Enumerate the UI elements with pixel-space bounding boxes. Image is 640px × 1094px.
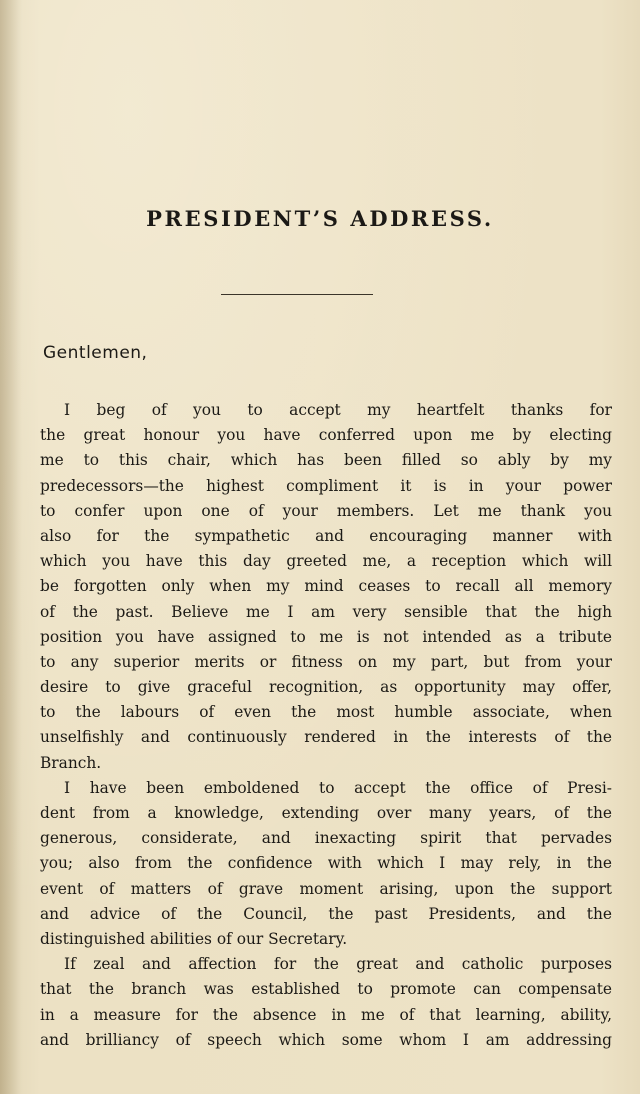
text-line: be forgotten only when my mind ceases to recall all memory [40,577,612,596]
text-line: to any superior merits or fitness on my part, but from your [40,652,612,671]
salutation: Gentlemen, [43,343,148,363]
text-line: Branch. [40,753,102,772]
address-body-text [40,398,612,1053]
text-line: generous, considerate, and inexacting spirit that pervades [40,829,612,848]
text-line: event of matters of grave moment arising, upon the support [40,879,612,898]
text-line: If zeal and affection for the great and catholic purposes [64,955,612,974]
text-line: dent from a knowledge, extending over many years, of the [40,804,612,822]
text-line: predecessors—the highest compliment it is in your power [40,476,612,495]
text-line: you; also from the confidence with which I may rely, in the [40,854,612,873]
text-line: in a measure for the absence in me of that learning, ability, [40,1005,612,1024]
text-line: to confer upon one of your members. Let me thank you [40,501,612,520]
page-binding-shadow [0,0,22,1094]
text-line: that the branch was established to promote can compensate [40,980,612,999]
text-line: me to this chair, which has been filled so ably by my [40,451,612,470]
title-divider-rule [221,294,373,295]
text-line: position you have assigned to me is not intended as a tribute [40,627,612,646]
text-line: desire to give graceful recognition, as opportunity may offer, [40,678,612,697]
text-line: to the labours of even the most humble associate, when [40,703,612,722]
page-title: PRESIDENT’S ADDRESS. [146,206,494,231]
text-line: distinguished abilities of our Secretary. [40,929,348,948]
text-line: I have been emboldened to accept the office of Presi- [64,778,612,797]
text-line: also for the sympathetic and encouraging manner with [40,526,612,545]
text-line: unselfishly and continuously rendered in the interests of the [40,728,612,747]
text-line: of the past. Believe me I am very sensible that the high [40,602,612,621]
text-line: and brilliancy of speech which some whom I am addressing [40,1030,612,1049]
text-line: the great honour you have conferred upon me by electing [40,426,612,445]
text-line: which you have this day greeted me, a reception which will [40,552,612,571]
text-line: I beg of you to accept my heartfelt thanks for [64,401,612,419]
text-line: and advice of the Council, the past Presidents, and the [40,904,612,923]
